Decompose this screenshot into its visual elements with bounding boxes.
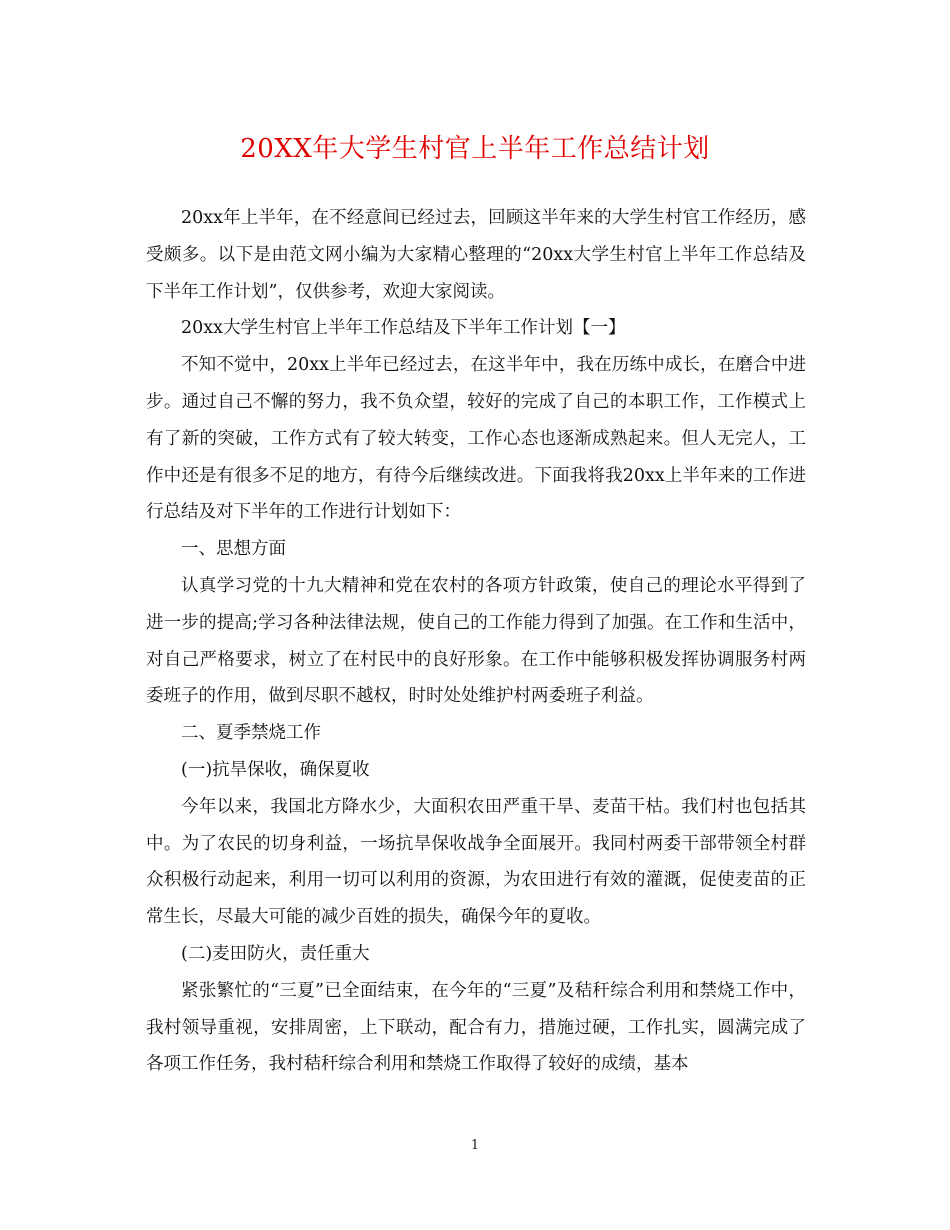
body-paragraph: 今年以来，我国北方降水少，大面积农田严重干旱、麦苗干枯。我们村也包括其中。为了农民的切身利益，一场抗旱保收战争全面展开。我同村两委干部带领全村群众积极行动起来，利用一切可以利用的资源，为农田进行有效的灌溉，促使麦苗的正常生长，尽最大可能的减少百姓的损失，确保今年的夏收。 <box>146 796 806 928</box>
subsection-heading: (一)抗旱保收，确保夏收 <box>181 759 370 780</box>
subsection-heading: (二)麦田防火，责任重大 <box>181 943 370 964</box>
body-paragraph: 认真学习党的十九大精神和党在农村的各项方针政策，使自己的理论水平得到了进一步的提高;学习各种法律法规，使自己的工作能力得到了加强。在工作和生活中，对自己严格要求，树立了在村民中的良好形象。在工作中能够积极发挥协调服务村两委班子的作用，做到尽职不越权，时时处处维护村两委班子利益。 <box>146 575 806 707</box>
section-heading: 20xx大学生村官上半年工作总结及下半年工作计划【一】 <box>181 318 626 339</box>
body-paragraph: 紧张繁忙的“三夏”已全面结束，在今年的“三夏”及秸秆综合利用和禁烧工作中，我村领导重视，安排周密，上下联动，配合有力，措施过硬，工作扎实，圆满完成了各项工作任务，我村秸秆综合利用和禁烧工作取得了较好的成绩，基本 <box>146 980 806 1075</box>
page-number: 1 <box>470 1138 480 1153</box>
document-title: 20XX年大学生村官上半年工作总结计划 <box>240 134 710 164</box>
section-heading: 一、思想方面 <box>181 539 286 560</box>
intro-paragraph: 20xx年上半年，在不经意间已经过去，回顾这半年来的大学生村官工作经历，感受颇多。以下是由范文网小编为大家精心整理的“20xx大学生村官上半年工作总结及下半年工作计划”，仅供参考，欢迎大家阅读。 <box>146 208 806 302</box>
section-heading: 二、夏季禁烧工作 <box>181 723 321 744</box>
body-paragraph: 不知不觉中，20xx上半年已经过去，在这半年中，我在历练中成长，在磨合中进步。通过自己不懈的努力，我不负众望，较好的完成了自己的本职工作，工作模式上有了新的突破，工作方式有了较大转变，工作心态也逐渐成熟起来。但人无完人，工作中还是有很多不足的地方，有待今后继续改进。下面我将我20xx上半年来的工作进行总结及对下半年的工作进行计划如下： <box>146 355 806 523</box>
document-body <box>146 200 806 1083</box>
